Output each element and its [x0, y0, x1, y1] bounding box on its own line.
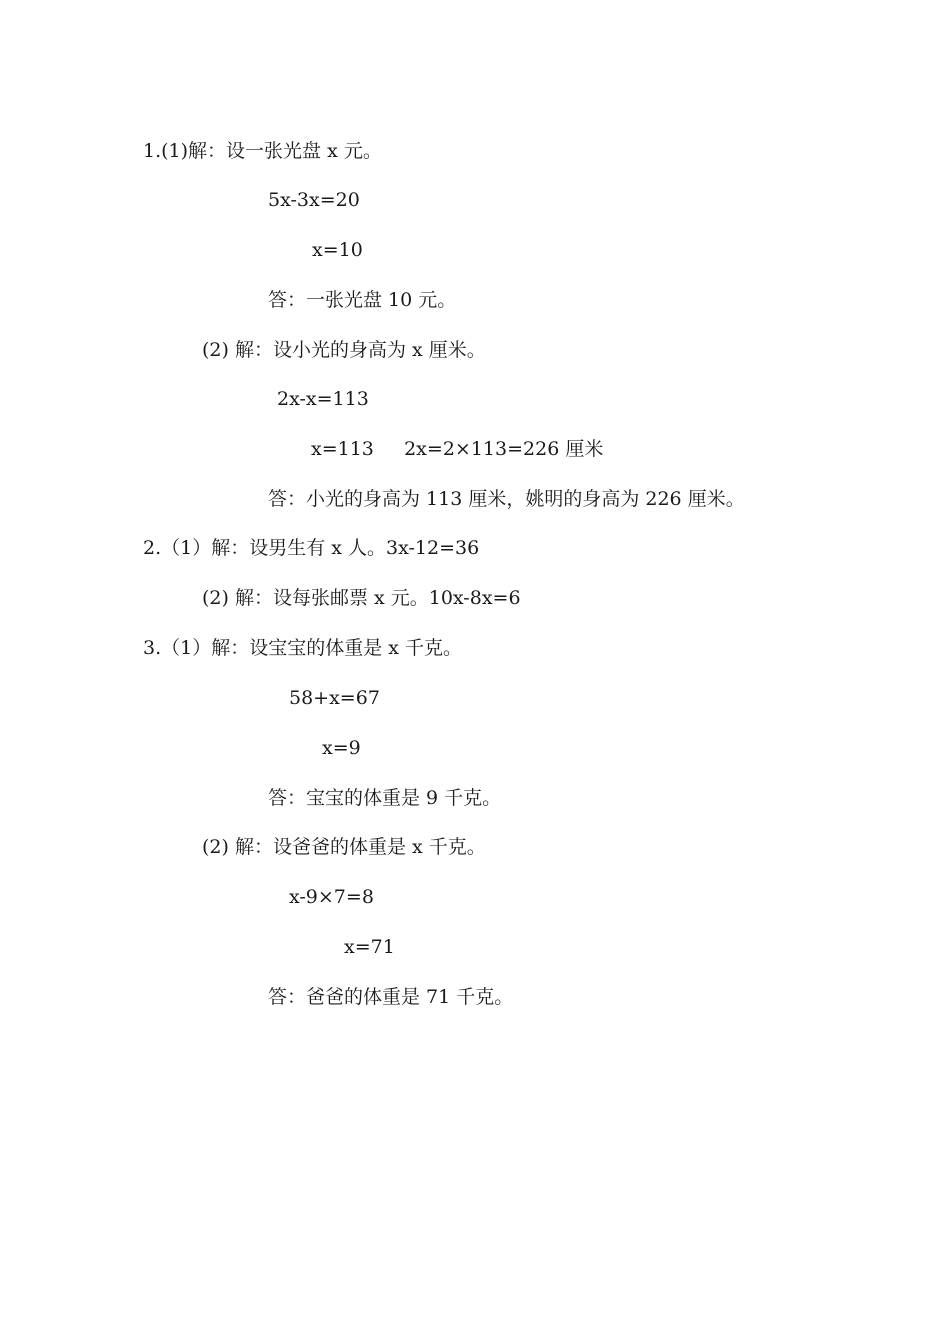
q3-part2-answer: 答：爸爸的体重是 71 千克。 — [268, 986, 514, 1008]
q2-part2-solution: (2) 解：设每张邮票 x 元。10x-8x=6 — [202, 587, 521, 609]
q1-part1-solution-heading: 1.(1)解：设一张光盘 x 元。 — [143, 140, 382, 162]
q1-part1-result: x=10 — [312, 239, 363, 261]
q1-part2-answer: 答：小光的身高为 113 厘米，姚明的身高为 226 厘米。 — [268, 488, 745, 510]
q2-part1-solution: 2.（1）解：设男生有 x 人。3x-12=36 — [143, 537, 480, 559]
q1-part1-equation: 5x-3x=20 — [268, 189, 360, 211]
q3-part1-equation: 58+x=67 — [289, 687, 380, 709]
q3-part2-result: x=71 — [344, 936, 395, 958]
q3-part1-answer: 答：宝宝的体重是 9 千克。 — [268, 787, 502, 809]
q3-part1-result: x=9 — [322, 737, 361, 759]
q3-part2-equation: x-9×7=8 — [289, 886, 374, 908]
q1-part2-result: x=113 2x=2×113=226 厘米 — [311, 438, 604, 460]
q3-part2-solution-heading: (2) 解：设爸爸的体重是 x 千克。 — [202, 836, 486, 858]
q1-part2-equation: 2x-x=113 — [277, 388, 369, 410]
q1-part2-solution-heading: (2) 解：设小光的身高为 x 厘米。 — [202, 339, 486, 361]
q1-part1-answer: 答：一张光盘 10 元。 — [268, 289, 457, 311]
q3-part1-solution-heading: 3.（1）解：设宝宝的体重是 x 千克。 — [143, 637, 463, 659]
